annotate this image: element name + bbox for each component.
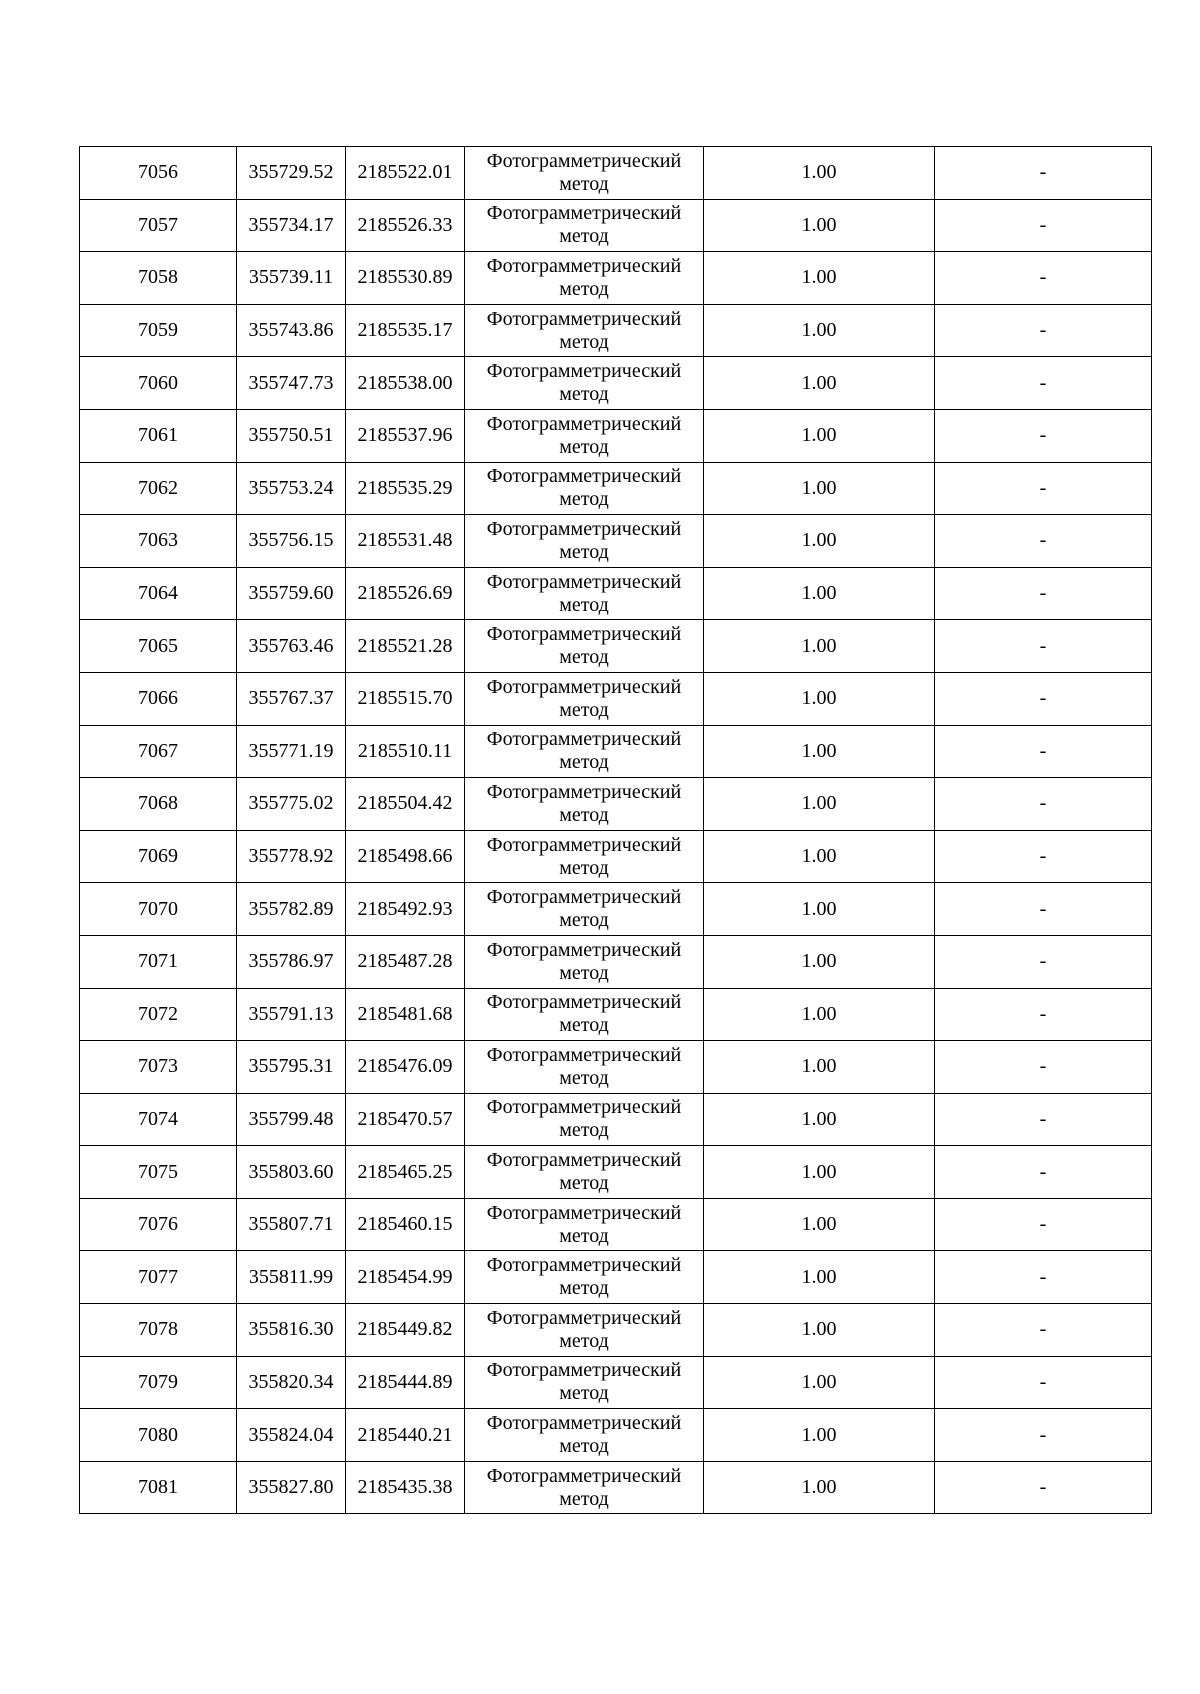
method-line-1: Фотограмметрический (486, 938, 682, 961)
point-number-cell: 7068 (80, 778, 237, 831)
method-line-2: метод (559, 1066, 609, 1089)
accuracy-cell: 1.00 (704, 1304, 935, 1357)
accuracy-cell: 1.00 (704, 725, 935, 778)
table-row (80, 515, 1152, 568)
description-cell: - (935, 1093, 1152, 1146)
accuracy-cell: 1.00 (704, 1409, 935, 1462)
point-number-cell: 7069 (80, 830, 237, 883)
point-number-cell: 7075 (80, 1146, 237, 1199)
method-cell (465, 672, 704, 725)
accuracy-cell: 1.00 (704, 462, 935, 515)
x-coordinate-cell: 355791.13 (237, 988, 346, 1041)
accuracy-cell: 1.00 (704, 304, 935, 357)
y-coordinate-cell: 2185530.89 (346, 252, 465, 305)
method-cell (465, 199, 704, 252)
method-line-1: Фотограмметрический (486, 1096, 682, 1119)
x-coordinate-cell: 355747.73 (237, 357, 346, 410)
method-cell (465, 620, 704, 673)
y-coordinate-cell: 2185481.68 (346, 988, 465, 1041)
description-cell: - (935, 1409, 1152, 1462)
table-row (80, 830, 1152, 883)
y-coordinate-cell: 2185535.29 (346, 462, 465, 515)
accuracy-cell: 1.00 (704, 199, 935, 252)
method-line-1: Фотограмметрический (486, 1043, 682, 1066)
y-coordinate-cell: 2185487.28 (346, 935, 465, 988)
point-number-cell: 7081 (80, 1461, 237, 1514)
y-coordinate-cell: 2185492.93 (346, 883, 465, 936)
method-cell (465, 409, 704, 462)
method-cell (465, 725, 704, 778)
coordinates-table (79, 146, 1152, 1514)
description-cell: - (935, 357, 1152, 410)
table-row (80, 988, 1152, 1041)
method-cell (465, 147, 704, 200)
description-cell: - (935, 567, 1152, 620)
method-line-2: метод (559, 277, 609, 300)
accuracy-cell: 1.00 (704, 620, 935, 673)
accuracy-cell: 1.00 (704, 1041, 935, 1094)
method-cell (465, 567, 704, 620)
x-coordinate-cell: 355743.86 (237, 304, 346, 357)
point-number-cell: 7079 (80, 1356, 237, 1409)
y-coordinate-cell: 2185522.01 (346, 147, 465, 200)
accuracy-cell: 1.00 (704, 567, 935, 620)
accuracy-cell: 1.00 (704, 1251, 935, 1304)
method-line-1: Фотограмметрический (486, 202, 682, 225)
method-line-2: метод (559, 751, 609, 774)
point-number-cell: 7077 (80, 1251, 237, 1304)
point-number-cell: 7064 (80, 567, 237, 620)
point-number-cell: 7067 (80, 725, 237, 778)
point-number-cell: 7059 (80, 304, 237, 357)
x-coordinate-cell: 355750.51 (237, 409, 346, 462)
y-coordinate-cell: 2185470.57 (346, 1093, 465, 1146)
point-number-cell: 7070 (80, 883, 237, 936)
method-cell (465, 304, 704, 357)
coordinates-table-body (80, 147, 1152, 1514)
description-cell: - (935, 620, 1152, 673)
x-coordinate-cell: 355811.99 (237, 1251, 346, 1304)
table-row (80, 1356, 1152, 1409)
method-line-2: метод (559, 1382, 609, 1405)
x-coordinate-cell: 355795.31 (237, 1041, 346, 1094)
method-cell (465, 252, 704, 305)
description-cell: - (935, 1251, 1152, 1304)
method-line-2: метод (559, 1277, 609, 1300)
method-line-1: Фотограмметрический (486, 623, 682, 646)
method-cell (465, 1409, 704, 1462)
description-cell: - (935, 1198, 1152, 1251)
table-row (80, 357, 1152, 410)
method-line-2: метод (559, 1119, 609, 1142)
point-number-cell: 7066 (80, 672, 237, 725)
description-cell: - (935, 672, 1152, 725)
method-line-2: метод (559, 1172, 609, 1195)
description-cell: - (935, 1304, 1152, 1357)
table-row (80, 672, 1152, 725)
table-row (80, 304, 1152, 357)
y-coordinate-cell: 2185510.11 (346, 725, 465, 778)
method-line-2: метод (559, 909, 609, 932)
method-line-2: метод (559, 172, 609, 195)
table-row (80, 199, 1152, 252)
y-coordinate-cell: 2185526.69 (346, 567, 465, 620)
method-line-2: метод (559, 646, 609, 669)
method-line-2: метод (559, 225, 609, 248)
x-coordinate-cell: 355763.46 (237, 620, 346, 673)
accuracy-cell: 1.00 (704, 1146, 935, 1199)
method-line-1: Фотограмметрический (486, 780, 682, 803)
accuracy-cell: 1.00 (704, 672, 935, 725)
table-row (80, 1304, 1152, 1357)
method-cell (465, 883, 704, 936)
table-row (80, 778, 1152, 831)
method-line-1: Фотограмметрический (486, 412, 682, 435)
description-cell: - (935, 409, 1152, 462)
point-number-cell: 7076 (80, 1198, 237, 1251)
method-line-2: метод (559, 540, 609, 563)
x-coordinate-cell: 355759.60 (237, 567, 346, 620)
x-coordinate-cell: 355729.52 (237, 147, 346, 200)
method-line-1: Фотограмметрический (486, 728, 682, 751)
method-cell (465, 830, 704, 883)
point-number-cell: 7078 (80, 1304, 237, 1357)
method-line-2: метод (559, 856, 609, 879)
method-cell (465, 778, 704, 831)
accuracy-cell: 1.00 (704, 147, 935, 200)
y-coordinate-cell: 2185515.70 (346, 672, 465, 725)
method-line-1: Фотограмметрический (486, 1254, 682, 1277)
table-row (80, 1409, 1152, 1462)
point-number-cell: 7065 (80, 620, 237, 673)
description-cell: - (935, 252, 1152, 305)
table-row (80, 1461, 1152, 1514)
y-coordinate-cell: 2185537.96 (346, 409, 465, 462)
method-cell (465, 935, 704, 988)
y-coordinate-cell: 2185440.21 (346, 1409, 465, 1462)
y-coordinate-cell: 2185498.66 (346, 830, 465, 883)
table-row (80, 147, 1152, 200)
method-line-1: Фотограмметрический (486, 517, 682, 540)
accuracy-cell: 1.00 (704, 883, 935, 936)
method-cell (465, 1251, 704, 1304)
method-line-1: Фотограмметрический (486, 360, 682, 383)
method-cell (465, 515, 704, 568)
method-line-1: Фотограмметрический (486, 254, 682, 277)
method-cell (465, 1041, 704, 1094)
method-cell (465, 1198, 704, 1251)
table-row (80, 409, 1152, 462)
accuracy-cell: 1.00 (704, 515, 935, 568)
description-cell: - (935, 304, 1152, 357)
x-coordinate-cell: 355799.48 (237, 1093, 346, 1146)
point-number-cell: 7072 (80, 988, 237, 1041)
table-row (80, 883, 1152, 936)
table-row (80, 462, 1152, 515)
method-cell (465, 988, 704, 1041)
x-coordinate-cell: 355739.11 (237, 252, 346, 305)
table-row (80, 1041, 1152, 1094)
x-coordinate-cell: 355775.02 (237, 778, 346, 831)
y-coordinate-cell: 2185504.42 (346, 778, 465, 831)
method-cell (465, 1461, 704, 1514)
accuracy-cell: 1.00 (704, 988, 935, 1041)
description-cell: - (935, 199, 1152, 252)
method-line-2: метод (559, 593, 609, 616)
accuracy-cell: 1.00 (704, 1093, 935, 1146)
description-cell: - (935, 778, 1152, 831)
method-line-1: Фотограмметрический (486, 149, 682, 172)
y-coordinate-cell: 2185435.38 (346, 1461, 465, 1514)
x-coordinate-cell: 355786.97 (237, 935, 346, 988)
point-number-cell: 7056 (80, 147, 237, 200)
method-line-2: метод (559, 330, 609, 353)
method-line-1: Фотограмметрический (486, 886, 682, 909)
point-number-cell: 7063 (80, 515, 237, 568)
table-row (80, 935, 1152, 988)
x-coordinate-cell: 355753.24 (237, 462, 346, 515)
table-row (80, 725, 1152, 778)
y-coordinate-cell: 2185449.82 (346, 1304, 465, 1357)
method-line-1: Фотограмметрический (486, 570, 682, 593)
accuracy-cell: 1.00 (704, 1198, 935, 1251)
y-coordinate-cell: 2185476.09 (346, 1041, 465, 1094)
x-coordinate-cell: 355827.80 (237, 1461, 346, 1514)
accuracy-cell: 1.00 (704, 252, 935, 305)
method-line-2: метод (559, 1487, 609, 1510)
description-cell: - (935, 830, 1152, 883)
table-row (80, 620, 1152, 673)
y-coordinate-cell: 2185465.25 (346, 1146, 465, 1199)
x-coordinate-cell: 355734.17 (237, 199, 346, 252)
method-line-2: метод (559, 488, 609, 511)
x-coordinate-cell: 355803.60 (237, 1146, 346, 1199)
description-cell: - (935, 147, 1152, 200)
description-cell: - (935, 1356, 1152, 1409)
description-cell: - (935, 462, 1152, 515)
description-cell: - (935, 515, 1152, 568)
description-cell: - (935, 988, 1152, 1041)
method-line-2: метод (559, 435, 609, 458)
method-line-2: метод (559, 1329, 609, 1352)
method-line-2: метод (559, 961, 609, 984)
x-coordinate-cell: 355756.15 (237, 515, 346, 568)
method-line-1: Фотограмметрический (486, 1359, 682, 1382)
method-line-2: метод (559, 383, 609, 406)
method-line-2: метод (559, 1014, 609, 1037)
description-cell: - (935, 1461, 1152, 1514)
point-number-cell: 7057 (80, 199, 237, 252)
table-row (80, 252, 1152, 305)
y-coordinate-cell: 2185538.00 (346, 357, 465, 410)
accuracy-cell: 1.00 (704, 1461, 935, 1514)
method-cell (465, 1356, 704, 1409)
point-number-cell: 7060 (80, 357, 237, 410)
x-coordinate-cell: 355820.34 (237, 1356, 346, 1409)
table-row (80, 1093, 1152, 1146)
accuracy-cell: 1.00 (704, 409, 935, 462)
method-line-1: Фотограмметрический (486, 675, 682, 698)
method-line-1: Фотограмметрический (486, 1464, 682, 1487)
y-coordinate-cell: 2185444.89 (346, 1356, 465, 1409)
x-coordinate-cell: 355778.92 (237, 830, 346, 883)
method-line-2: метод (559, 698, 609, 721)
description-cell: - (935, 725, 1152, 778)
method-cell (465, 1093, 704, 1146)
x-coordinate-cell: 355816.30 (237, 1304, 346, 1357)
point-number-cell: 7074 (80, 1093, 237, 1146)
table-row (80, 1198, 1152, 1251)
point-number-cell: 7061 (80, 409, 237, 462)
x-coordinate-cell: 355824.04 (237, 1409, 346, 1462)
method-cell (465, 462, 704, 515)
method-line-2: метод (559, 803, 609, 826)
table-row (80, 1251, 1152, 1304)
point-number-cell: 7062 (80, 462, 237, 515)
y-coordinate-cell: 2185454.99 (346, 1251, 465, 1304)
point-number-cell: 7073 (80, 1041, 237, 1094)
x-coordinate-cell: 355767.37 (237, 672, 346, 725)
method-line-1: Фотограмметрический (486, 833, 682, 856)
method-line-1: Фотограмметрический (486, 1201, 682, 1224)
method-line-1: Фотограмметрический (486, 1412, 682, 1435)
method-cell (465, 1146, 704, 1199)
y-coordinate-cell: 2185535.17 (346, 304, 465, 357)
method-line-2: метод (559, 1435, 609, 1458)
method-line-1: Фотограмметрический (486, 991, 682, 1014)
description-cell: - (935, 883, 1152, 936)
accuracy-cell: 1.00 (704, 1356, 935, 1409)
method-line-1: Фотограмметрический (486, 1149, 682, 1172)
accuracy-cell: 1.00 (704, 778, 935, 831)
x-coordinate-cell: 355771.19 (237, 725, 346, 778)
description-cell: - (935, 1041, 1152, 1094)
accuracy-cell: 1.00 (704, 935, 935, 988)
point-number-cell: 7058 (80, 252, 237, 305)
method-line-1: Фотограмметрический (486, 307, 682, 330)
table-row (80, 567, 1152, 620)
y-coordinate-cell: 2185460.15 (346, 1198, 465, 1251)
x-coordinate-cell: 355807.71 (237, 1198, 346, 1251)
y-coordinate-cell: 2185531.48 (346, 515, 465, 568)
method-cell (465, 1304, 704, 1357)
method-line-1: Фотограмметрический (486, 1306, 682, 1329)
method-cell (465, 357, 704, 410)
point-number-cell: 7071 (80, 935, 237, 988)
description-cell: - (935, 1146, 1152, 1199)
accuracy-cell: 1.00 (704, 357, 935, 410)
method-line-1: Фотограмметрический (486, 465, 682, 488)
table-row (80, 1146, 1152, 1199)
y-coordinate-cell: 2185526.33 (346, 199, 465, 252)
x-coordinate-cell: 355782.89 (237, 883, 346, 936)
description-cell: - (935, 935, 1152, 988)
accuracy-cell: 1.00 (704, 830, 935, 883)
point-number-cell: 7080 (80, 1409, 237, 1462)
y-coordinate-cell: 2185521.28 (346, 620, 465, 673)
method-line-2: метод (559, 1224, 609, 1247)
